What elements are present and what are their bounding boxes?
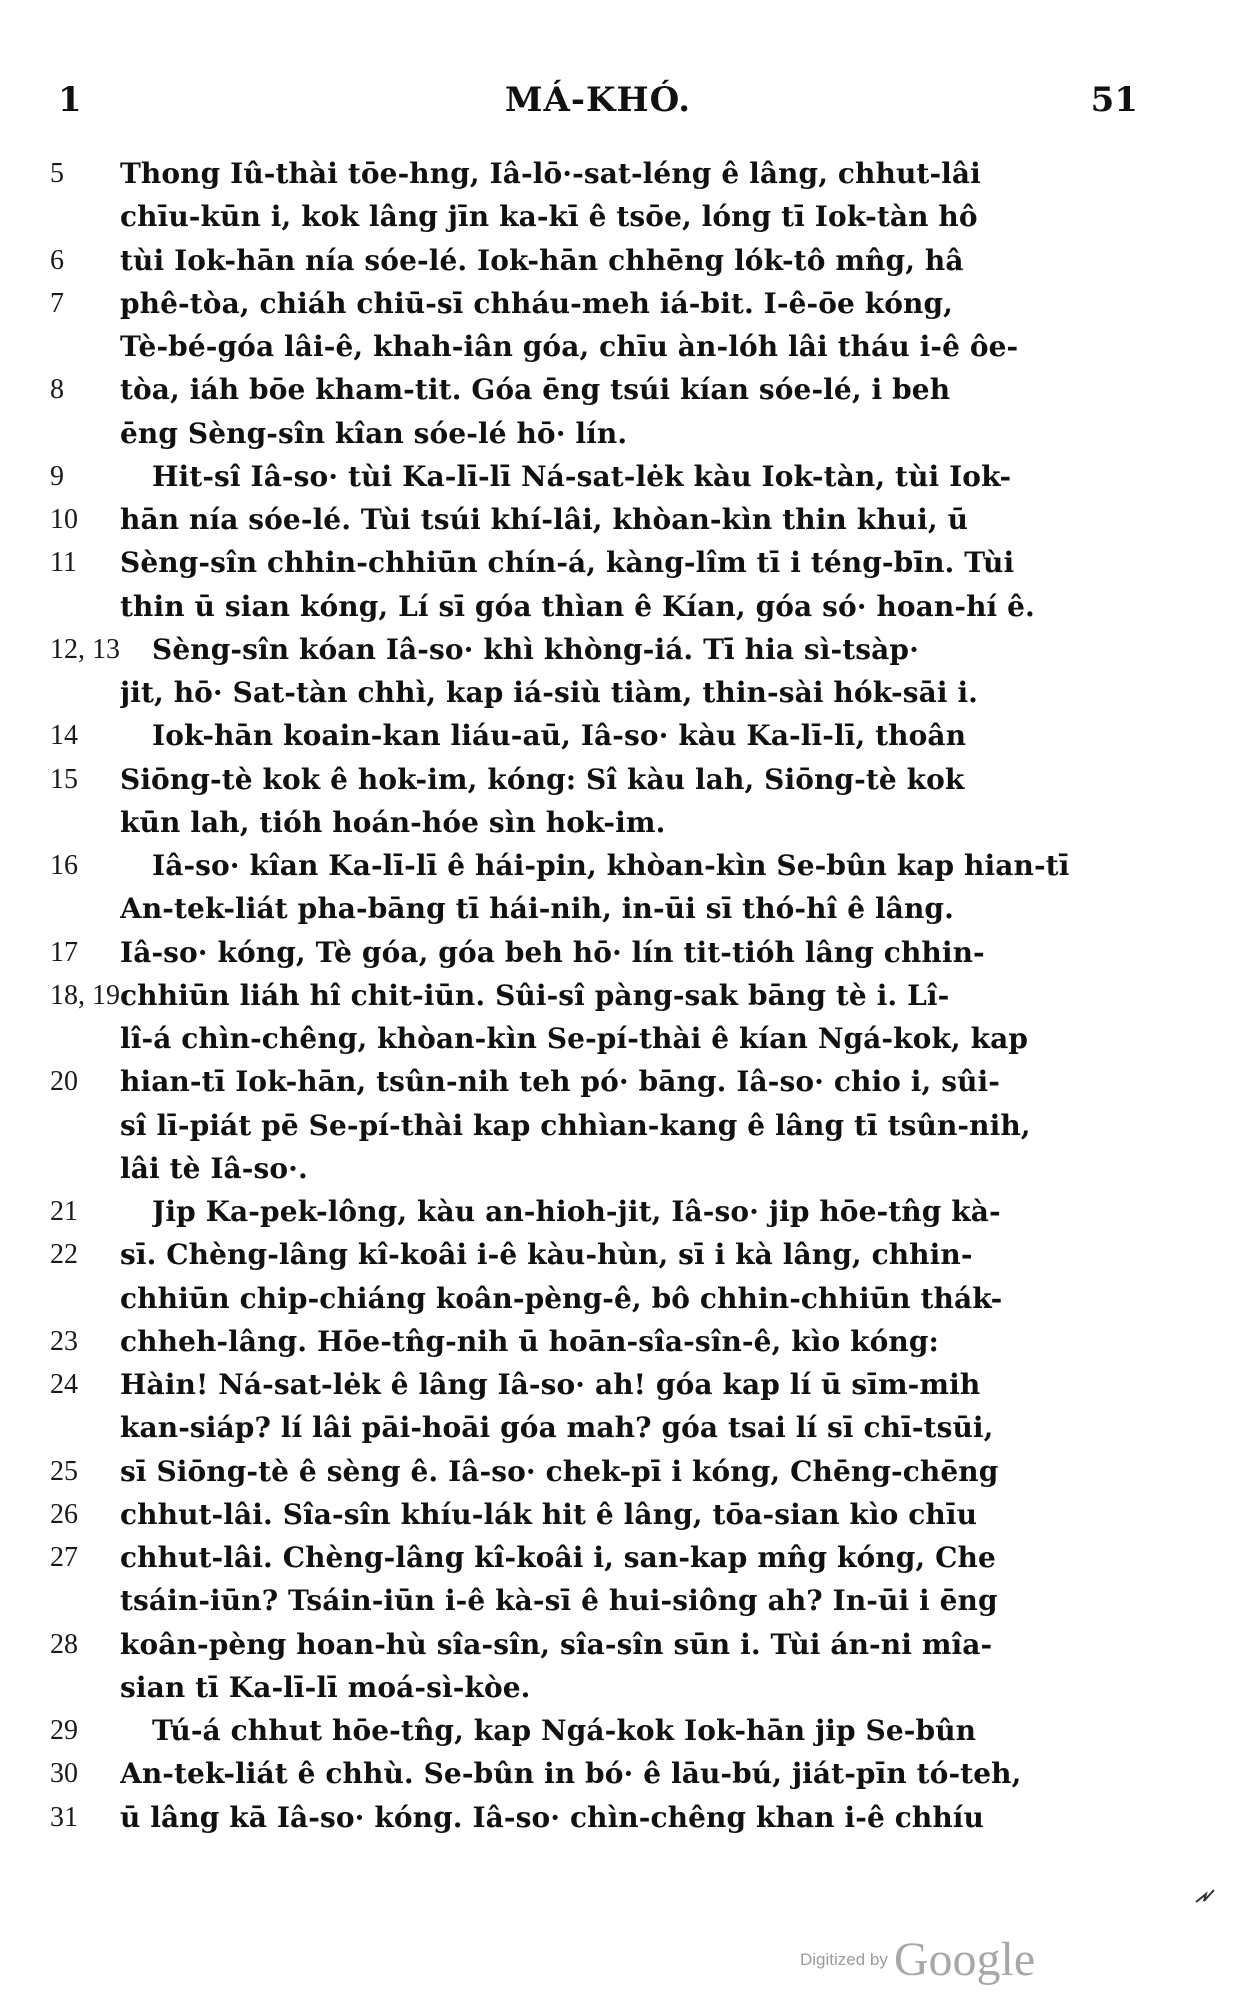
text-line	[50, 671, 1140, 714]
text-line	[50, 412, 1140, 455]
text-line	[50, 1190, 1140, 1233]
verse-number: 5	[50, 158, 64, 189]
verse-text: Sèng-sîn chhin-chhiūn chín-á, kàng-lîm tī i téng-bīn. Tùi	[120, 546, 1015, 580]
verse-text: An-tek-liát pha-bāng tī hái-nih, in-ūi sī thó-hî ê lâng.	[120, 892, 954, 926]
verse-number: 22	[50, 1239, 78, 1271]
verse-text: sian tī Ka-lī-lī moá-sì-kòe.	[120, 1670, 531, 1704]
verse-text: phê-tòa, chiáh chiū-sī chháu-meh iá-bit. I-ê-ōe kóng,	[120, 286, 954, 320]
verse-number: 14	[50, 720, 78, 752]
verse-text: chhut-lâi. Sîa-sîn khíu-lák hit ê lâng, tōa-sian kìo chīu	[120, 1497, 978, 1531]
verse-number: 10	[50, 504, 78, 535]
verse-number: 30	[50, 1758, 78, 1790]
page-title: MÁ-KHÓ.	[504, 80, 692, 120]
text-line	[50, 1579, 1140, 1622]
text-line	[50, 1709, 1140, 1752]
text-line	[50, 1406, 1140, 1449]
verse-text: kūn lah, tióh hoán-hóe sìn hok-im.	[120, 805, 666, 839]
verse-text: Hàin! Ná-sat-lėk ê lâng Iâ-so· ah! góa kap lí ū sīm-mih	[120, 1368, 981, 1401]
text-line	[50, 931, 1140, 974]
verse-number: 8	[50, 374, 64, 406]
verse-number: 23	[50, 1325, 78, 1357]
verse-text: tsáin-iūn? Tsáin-iūn i-ê kà-sī ê hui-siông ah? In-ūi i ēng	[120, 1584, 998, 1618]
text-line	[50, 455, 1140, 498]
verse-number: 28	[50, 1628, 78, 1660]
verse-text: Iâ-so· kîan Ka-lī-lī ê hái-pin, khòan-kìn Se-bûn kap hian-tī	[152, 849, 1070, 882]
verse-number: 21	[50, 1196, 78, 1227]
verse-text: An-tek-liát ê chhù. Se-bûn in bó· ê lāu-bú, jiát-pīn tó-teh,	[120, 1757, 1022, 1791]
text-line	[50, 887, 1140, 930]
text-line	[50, 195, 1140, 238]
verse-text: chhiūn chip-chiáng koân-pèng-ê, bô chhin-chhiūn thák-	[120, 1281, 1003, 1315]
text-line	[50, 585, 1140, 628]
verse-number: 16	[50, 850, 78, 881]
text-line	[50, 1104, 1140, 1147]
text-line	[50, 368, 1140, 411]
verse-text: chhiūn liáh hî chit-iūn. Sûi-sî pàng-sak bāng tè i. Lî-	[120, 978, 950, 1012]
verse-text: tòa, iáh bōe kham-tit. Góa ēng tsúi kían sóe-lé, i beh	[120, 373, 951, 407]
text-line	[50, 1147, 1140, 1190]
text-line	[50, 844, 1140, 887]
text-line	[50, 1017, 1140, 1060]
text-line	[50, 974, 1140, 1017]
text-line	[50, 1450, 1140, 1493]
text-line	[50, 628, 1140, 671]
verse-number: 27	[50, 1542, 78, 1573]
verse-text: ū lâng kā Iâ-so· kóng. Iâ-so· chìn-chêng khan i-ê chhíu	[120, 1800, 984, 1834]
verse-text: Jip Ka-pek-lông, kàu an-hioh-jit, Iâ-so· jip hōe-tn̂g kà-	[152, 1195, 1001, 1228]
text-line	[50, 714, 1140, 757]
verse-text: sī Siōng-tè ê sèng ê. Iâ-so· chek-pī i kóng, Chēng-chēng	[120, 1454, 999, 1488]
verse-text: thin ū sian kóng, Lí sī góa thìan ê Kían, góa só· hoan-hí ê.	[120, 589, 1035, 623]
verse-text: jit, hō· Sat-tàn chhì, kap iá-siù tiàm, thin-sài hók-sāi i.	[120, 676, 979, 709]
verse-text: hān nía sóe-lé. Tùi tsúi khí-lâi, khòan-kìn thin khui, ū	[120, 503, 969, 536]
verse-text: ēng Sèng-sîn kîan sóe-lé hō· lín.	[120, 416, 628, 450]
digitized-by-google-watermark	[800, 1932, 1035, 1987]
text-line	[50, 1796, 1140, 1839]
text-line	[50, 498, 1140, 541]
verse-text: Iâ-so· kóng, Tè góa, góa beh hō· lín tit-tióh lâng chhin-	[120, 935, 985, 969]
verse-text: Tè-bé-góa lâi-ê, khah-iân góa, chīu àn-lóh lâi tháu i-ê ôe-	[120, 330, 1019, 363]
verse-text: Tú-á chhut hōe-tn̂g, kap Ngá-kok Iok-hān jip Se-bûn	[152, 1714, 977, 1747]
text-line	[50, 541, 1140, 584]
verse-number: 24	[50, 1369, 78, 1400]
text-line	[50, 1277, 1140, 1320]
verse-text: Thong Iû-thài tōe-hng, Iâ-lō·-sat-léng ê lâng, chhut-lâi	[120, 157, 981, 190]
verse-number: 18, 19	[50, 979, 120, 1011]
text-line	[50, 1060, 1140, 1103]
verse-number: 15	[50, 763, 78, 795]
page-number: 51	[1090, 80, 1138, 120]
text-line	[50, 1320, 1140, 1363]
verse-text: lâi tè Iâ-so·.	[120, 1151, 308, 1185]
text-line	[50, 801, 1140, 844]
verse-number: 6	[50, 244, 64, 276]
text-line	[50, 325, 1140, 368]
text-line	[50, 152, 1140, 195]
verse-text: sî lī-piát pē Se-pí-thài kap chhìan-kang ê lâng tī tsûn-nih,	[120, 1108, 1031, 1142]
verse-number: 25	[50, 1455, 78, 1487]
verse-text: koân-pèng hoan-hù sîa-sîn, sîa-sîn sūn i. Tùi án-ni mîa-	[120, 1627, 993, 1661]
verse-text: Siōng-tè kok ê hok-im, kóng: Sî kàu lah, Siōng-tè kok	[120, 762, 965, 796]
digitized-label: Digitized by	[800, 1950, 888, 1969]
verse-text: chīu-kūn i, kok lâng jīn ka-kī ê tsōe, lóng tī Iok-tàn hô	[120, 200, 978, 234]
stray-ink-mark	[1192, 1868, 1222, 1908]
verse-text: Hit-sî Iâ-so· tùi Ka-lī-lī Ná-sat-lėk kàu Iok-tàn, tùi Iok-	[152, 459, 1012, 493]
google-logo: Google	[893, 1933, 1036, 1986]
running-head	[58, 80, 1138, 124]
verse-text: chheh-lâng. Hōe-tn̂g-nih ū hoān-sîa-sîn-ê, kìo kóng:	[120, 1324, 939, 1358]
verse-number: 26	[50, 1498, 78, 1530]
verse-number: 20	[50, 1066, 78, 1098]
verse-number: 29	[50, 1715, 78, 1746]
verse-number: 12, 13	[50, 633, 120, 665]
text-line	[50, 239, 1140, 282]
verse-number: 11	[50, 547, 77, 579]
verse-text: Iok-hān koain-kan liáu-aū, Iâ-so· kàu Ka-lī-lī, thoân	[152, 719, 967, 753]
verse-text: sī. Chèng-lâng kî-koâi i-ê kàu-hùn, sī i kà lâng, chhin-	[120, 1238, 973, 1272]
text-line	[50, 1536, 1140, 1579]
text-line	[50, 1752, 1140, 1795]
verse-text: kan-siáp? lí lâi pāi-hoāi góa mah? góa tsai lí sī chī-tsūi,	[120, 1411, 994, 1445]
text-line	[50, 1493, 1140, 1536]
verse-text-block	[50, 152, 1140, 1839]
text-line	[50, 1363, 1140, 1406]
verse-number: 31	[50, 1801, 78, 1833]
text-line	[50, 282, 1140, 325]
verse-text: tùi Iok-hān nía sóe-lé. Iok-hān chhēng lók-tô mn̂g, hâ	[120, 243, 964, 277]
text-line	[50, 1233, 1140, 1276]
verse-number: 7	[50, 287, 64, 319]
verse-text: chhut-lâi. Chèng-lâng kî-koâi i, san-kap mn̂g kóng, Che	[120, 1541, 996, 1574]
text-line	[50, 1623, 1140, 1666]
verse-text: lî-á chìn-chêng, khòan-kìn Se-pí-thài ê kían Ngá-kok, kap	[120, 1022, 1029, 1055]
verse-number: 17	[50, 936, 78, 968]
verse-text: hian-tī Iok-hān, tsûn-nih teh pó· bāng. Iâ-so· chio i, sûi-	[120, 1065, 1001, 1099]
text-line	[50, 1666, 1140, 1709]
running-head-left: 1	[58, 80, 82, 120]
verse-number: 9	[50, 460, 64, 492]
text-line	[50, 758, 1140, 801]
verse-text: Sèng-sîn kóan Iâ-so· khì khòng-iá. Tī hia sì-tsàp·	[152, 632, 919, 666]
